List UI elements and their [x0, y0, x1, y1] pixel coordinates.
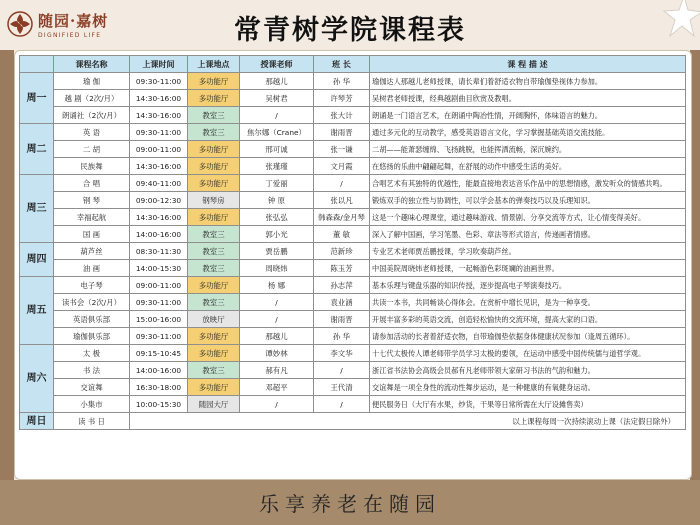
course-location: 多功能厅: [188, 175, 240, 192]
course-teacher: 邓超平: [240, 379, 314, 396]
table-row: [20, 345, 686, 362]
course-teacher: 郝有凡: [240, 362, 314, 379]
table-row: [20, 362, 686, 379]
course-name: 交谊舞: [54, 379, 130, 396]
table-row: [20, 260, 686, 277]
course-monitor: 李文华: [314, 345, 370, 362]
course-teacher: /: [240, 311, 314, 328]
course-monitor: 董 敏: [314, 226, 370, 243]
day-label: 周三: [20, 175, 54, 243]
schedule-footnote: 以上课程每周一次持续滚动上课（法定假日除外）: [130, 413, 686, 430]
course-time: 14:30-16:00: [130, 107, 188, 124]
course-teacher: 谭妙林: [240, 345, 314, 362]
course-teacher: /: [240, 294, 314, 311]
schedule-card: [14, 50, 692, 480]
header-course: 课程名称: [54, 56, 130, 73]
course-teacher: 钟 原: [240, 192, 314, 209]
course-time: 09:40-11:00: [130, 175, 188, 192]
course-location: 多功能厅: [188, 73, 240, 90]
course-time: 09:30-11:00: [130, 124, 188, 141]
course-time: 14:00-16:00: [130, 226, 188, 243]
course-teacher: 邢可诚: [240, 141, 314, 158]
course-teacher: 郭小光: [240, 226, 314, 243]
course-location: 多功能厅: [188, 379, 240, 396]
day-label: 周五: [20, 277, 54, 345]
course-location: 多功能厅: [188, 141, 240, 158]
course-monitor: 袁业涵: [314, 294, 370, 311]
course-monitor: 王代清: [314, 379, 370, 396]
course-description: 专业艺术老师贾岳鹏授课，学习吹奏葫芦丝。: [370, 243, 686, 260]
course-description: 便民服务日（大厅有水果，炒货，干果等日常所需在大厅设摊售卖）: [370, 396, 686, 413]
course-description: 请参加活动的长者着舒适衣物，自带瑜伽垫依据身体健康状况参加（逢周五循环）。: [370, 328, 686, 345]
course-location: 教室三: [188, 243, 240, 260]
course-description: 这是一个趣味心理课堂，通过趣味游戏、情景剧、分享交流等方式，让心情变得美好。: [370, 209, 686, 226]
table-row: [20, 209, 686, 226]
course-description: 瑜伽达人那越儿老师授课，请长辈们着舒适衣物自带瑜伽垫视体力参加。: [370, 73, 686, 90]
course-monitor: 张一谦: [314, 141, 370, 158]
course-monitor: 谢雨晋: [314, 124, 370, 141]
course-description: 锻炼双手的独立性与协调性，可以学会基本的弹奏技巧以及乐理知识。: [370, 192, 686, 209]
course-description: 开展丰富多彩的英语交流，创造轻松愉快的交流环境，提高大家的口语。: [370, 311, 686, 328]
course-location: 多功能厅: [188, 158, 240, 175]
course-time: 16:30-18:00: [130, 379, 188, 396]
course-time: 14:30-16:00: [130, 90, 188, 107]
course-description: 浙江省书法协会高级会员郝有凡老师带领大家研习书法的气韵和魅力。: [370, 362, 686, 379]
header-time: 上课时间: [130, 56, 188, 73]
day-label: 周四: [20, 243, 54, 277]
table-row: [20, 192, 686, 209]
course-description: 吴树君老师授课，经典越剧曲目欣赏及教唱。: [370, 90, 686, 107]
table-row: [20, 141, 686, 158]
course-location: 多功能厅: [188, 90, 240, 107]
course-location: 教室三: [188, 294, 240, 311]
course-location: 随园大厅: [188, 396, 240, 413]
day-label: 周二: [20, 124, 54, 175]
course-location: 多功能厅: [188, 277, 240, 294]
table-body: [20, 73, 686, 430]
course-time: 09:15-10:45: [130, 345, 188, 362]
course-monitor: /: [314, 175, 370, 192]
course-name: 英 语: [54, 124, 130, 141]
table-row: [20, 226, 686, 243]
course-time: 14:30-16:00: [130, 158, 188, 175]
course-teacher: 吴树君: [240, 90, 314, 107]
course-name: 二 胡: [54, 141, 130, 158]
course-monitor: 文月霞: [314, 158, 370, 175]
table-row: [20, 124, 686, 141]
page-title: 常青树学院课程表: [234, 15, 466, 46]
course-name: 合 唱: [54, 175, 130, 192]
course-name: 民族舞: [54, 158, 130, 175]
schedule-table: [19, 55, 686, 430]
day-label: 周一: [20, 73, 54, 124]
course-name: 越 剧（2次/月）: [54, 90, 130, 107]
course-monitor: 范新珍: [314, 243, 370, 260]
course-monitor: /: [314, 362, 370, 379]
course-name: 读书会（2次/月）: [54, 294, 130, 311]
course-description: 深入了解中国画，学习笔墨、色彩、章法等形式语言，传递画者情感。: [370, 226, 686, 243]
course-name: 瑜 伽: [54, 73, 130, 90]
course-monitor: 谢雨晋: [314, 311, 370, 328]
table-header-row: [20, 56, 686, 73]
course-teacher: /: [240, 396, 314, 413]
course-name: 太 极: [54, 345, 130, 362]
course-description: 十七代太极传人谭老师带学员学习太极的要领，在运动中感受中国传统儒与道哲学观。: [370, 345, 686, 362]
course-time: 14:00-15:30: [130, 260, 188, 277]
course-time: 08:30-11:30: [130, 243, 188, 260]
course-name: 油 画: [54, 260, 130, 277]
course-time: 14:00-16:00: [130, 362, 188, 379]
course-monitor: 张以凡: [314, 192, 370, 209]
course-description: 通过多元化的互动教学，感受英语语言文化，学习掌握基础英语交流技能。: [370, 124, 686, 141]
course-name: 幸福起航: [54, 209, 130, 226]
table-row: [20, 277, 686, 294]
header-description: 课 程 描 述: [370, 56, 686, 73]
table-row: [20, 328, 686, 345]
course-name: 国 画: [54, 226, 130, 243]
course-teacher: 焦尔娜（Crane）: [240, 124, 314, 141]
course-description: 合唱艺术有其独特的优越性，能最直接地表达音乐作品中的思想情感，激发听众的情感共鸣。: [370, 175, 686, 192]
course-teacher: 张瑾瑾: [240, 158, 314, 175]
course-description: 基本乐理与键盘乐器的知识传授，逐步提高电子琴演奏技巧。: [370, 277, 686, 294]
course-name: 小集市: [54, 396, 130, 413]
course-time: 09:30-11:00: [130, 294, 188, 311]
table-row: [20, 413, 686, 430]
course-time: 09:30-11:00: [130, 73, 188, 90]
table-row: [20, 243, 686, 260]
course-monitor: 孙 华: [314, 328, 370, 345]
course-teacher: 杨 娜: [240, 277, 314, 294]
course-monitor: /: [314, 396, 370, 413]
course-location: 钢琴房: [188, 192, 240, 209]
course-teacher: 那越儿: [240, 73, 314, 90]
day-label: 周日: [20, 413, 54, 430]
table-row: [20, 311, 686, 328]
table-row: [20, 175, 686, 192]
course-name: 葫芦丝: [54, 243, 130, 260]
course-time: 14:30-16:00: [130, 209, 188, 226]
course-name: 钢 琴: [54, 192, 130, 209]
course-name: 英语俱乐部: [54, 311, 130, 328]
course-name: 电子琴: [54, 277, 130, 294]
course-teacher: 张弘弘: [240, 209, 314, 226]
course-location: 教室三: [188, 226, 240, 243]
brand-english: DIGNIFIED LIFE: [38, 32, 102, 39]
header-location: 上课地点: [188, 56, 240, 73]
header-monitor: 班 长: [314, 56, 370, 73]
course-name: 书 法: [54, 362, 130, 379]
course-description: 交谊舞是一项全身性的流动性舞步运动，是一种健康的有氧健身运动。: [370, 379, 686, 396]
course-monitor: 许琴芳: [314, 90, 370, 107]
course-location: 教室三: [188, 260, 240, 277]
course-location: 放映厅: [188, 311, 240, 328]
table-row: [20, 107, 686, 124]
course-location: 教室三: [188, 362, 240, 379]
course-description: 在悠扬的乐曲中翩翩起舞，在舒展的动作中感受生活的美好。: [370, 158, 686, 175]
brand-name: 随园·嘉树: [38, 12, 109, 30]
course-location: 教室三: [188, 107, 240, 124]
course-time: 09:00-11:00: [130, 277, 188, 294]
course-teacher: /: [240, 107, 314, 124]
header-day-blank: [20, 56, 54, 73]
course-description: 中国美院周晓炜老师授课，一起畅游色彩斑斓的油画世界。: [370, 260, 686, 277]
star-icon: [662, 0, 700, 40]
course-monitor: 陈玉芳: [314, 260, 370, 277]
course-description: 二胡——能萧瑟缠绵、飞扬跳脱，也能挥洒流畅，深沉婉约。: [370, 141, 686, 158]
course-location: 教室三: [188, 124, 240, 141]
course-location: 多功能厅: [188, 209, 240, 226]
course-teacher: 那越儿: [240, 328, 314, 345]
slogan: 乐享养老在随园: [259, 492, 441, 516]
table-row: [20, 90, 686, 107]
course-monitor: 孙志萍: [314, 277, 370, 294]
course-time: 15:00-16:00: [130, 311, 188, 328]
header-teacher: 授课老师: [240, 56, 314, 73]
course-monitor: 张大计: [314, 107, 370, 124]
table-row: [20, 73, 686, 90]
course-time: 09:00-12:30: [130, 192, 188, 209]
left-edge: [0, 50, 14, 480]
course-time: 10:00-15:30: [130, 396, 188, 413]
table-row: [20, 396, 686, 413]
day-label: 周六: [20, 345, 54, 413]
course-name: 读 书 日: [54, 413, 130, 430]
course-time: 09:30-11:00: [130, 328, 188, 345]
course-name: 朗诵社（2次/月）: [54, 107, 130, 124]
course-teacher: 贾岳鹏: [240, 243, 314, 260]
course-location: 多功能厅: [188, 345, 240, 362]
course-location: 多功能厅: [188, 328, 240, 345]
course-description: 朗诵是一门语言艺术，在朗诵中陶冶性情，开阔胸怀，体味语言的魅力。: [370, 107, 686, 124]
course-teacher: 周晓炜: [240, 260, 314, 277]
course-name: 瑜伽俱乐部: [54, 328, 130, 345]
table-row: [20, 379, 686, 396]
table-row: [20, 294, 686, 311]
course-monitor: 孙 华: [314, 73, 370, 90]
course-time: 09:00-11:00: [130, 141, 188, 158]
course-description: 共读一本书，共同畅谈心得体会。在赏析中增长见识，是为一种享受。: [370, 294, 686, 311]
table-row: [20, 158, 686, 175]
course-monitor: 韩森森/金月琴: [314, 209, 370, 226]
course-teacher: 丁爱丽: [240, 175, 314, 192]
